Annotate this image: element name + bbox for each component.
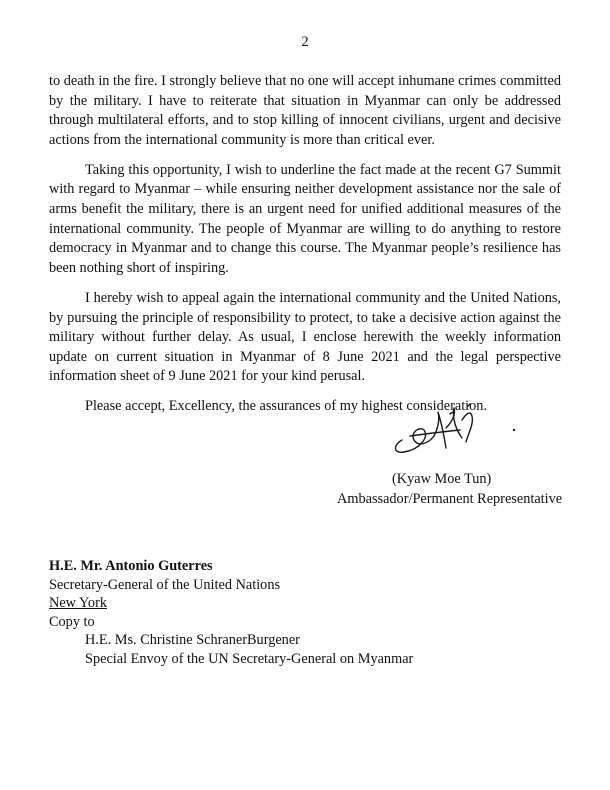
- copy-to-label: Copy to: [49, 613, 95, 630]
- paragraph-g7-summit: Taking this opportunity, I wish to underline the fact made at the recent G7 Summit with regard to Myanmar – while ensuring neither development assistance nor the sale of arms benefit the military, there is an urgent need for unified additional measures of the international community. The people of Myanmar are willing to do anything to restore democracy in Myanmar and to change this course. The Myanmar people’s resilience has been nothing short of inspiring.: [49, 161, 561, 276]
- copy-recipient-position: Special Envoy of the UN Secretary-General on Myanmar: [85, 650, 414, 667]
- page-number: 2: [301, 34, 309, 50]
- addressee-name: H.E. Mr. Antonio Guterres: [49, 558, 213, 574]
- addressee-block: [49, 557, 413, 669]
- handwritten-signature: [380, 400, 530, 460]
- signatory-name: (Kyaw Moe Tun): [392, 471, 492, 487]
- signatory-title: Ambassador/Permanent Representative: [337, 490, 563, 507]
- paragraph-continuation: to death in the fire. I strongly believe that no one will accept inhumane crimes committed by the military. I have to reiterate that situation in Myanmar can only be addressed through multilateral efforts, and to stop killing of innocent civilians, urgent and decisive actions from the international community is more than critical ever.: [49, 73, 561, 148]
- addressee-position: Secretary-General of the United Nations: [49, 576, 281, 593]
- paragraph-closing: Please accept, Excellency, the assurances of my highest consideration.: [85, 398, 488, 415]
- letter-body: [49, 72, 561, 428]
- paragraph-appeal: I hereby wish to appeal again the international community and the United Nations, by pursuing the principle of responsibility to protect, to take a decisive action against the military without further delay. As usual, I enclose herewith the weekly information update on current situation in Myanmar of 8 June 2021 and the legal perspective information sheet of 9 June 2021 for your kind perusal.: [49, 289, 561, 385]
- copy-recipient-name: H.E. Ms. Christine SchranerBurgener: [85, 632, 300, 649]
- addressee-city: New York: [49, 595, 107, 612]
